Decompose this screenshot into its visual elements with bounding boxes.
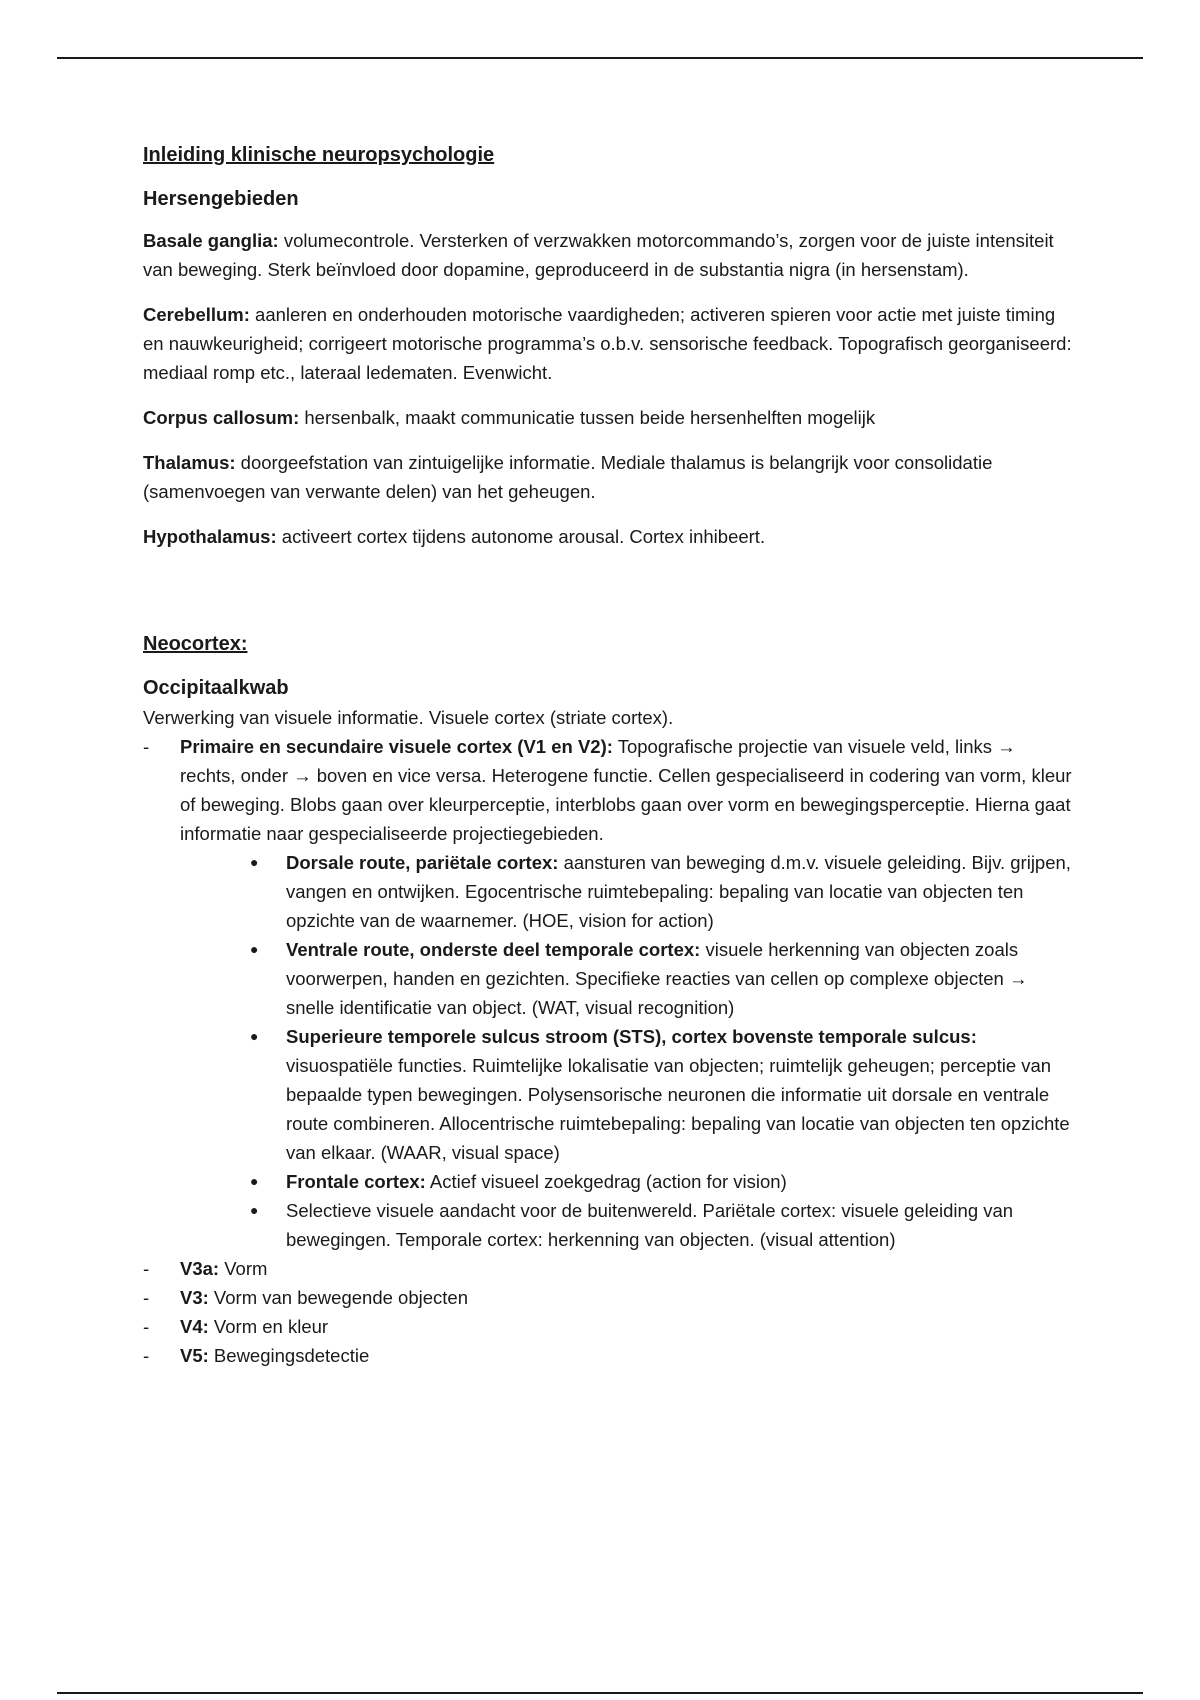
term: Frontale cortex:	[286, 1171, 426, 1192]
dash-marker: -	[143, 1287, 150, 1308]
definition: Actief visueel zoekgedrag (action for vision)	[425, 1171, 787, 1192]
bullet-marker: ●	[250, 941, 259, 957]
definition: Vorm	[219, 1258, 268, 1279]
definition: Selectieve visuele aandacht voor de buitenwereld. Pariëtale cortex: visuele geleiding van bewegingen. Temporale cortex: herkenning van objecten. (visual attention)	[286, 1200, 1014, 1250]
term: V3a:	[180, 1258, 220, 1279]
bullet-marker: ●	[250, 1028, 259, 1044]
list-item-v5	[143, 1341, 1073, 1370]
paragraph-hypothalamus	[143, 522, 1073, 551]
paragraph-basale-ganglia	[143, 226, 1073, 284]
section-heading-hersengebieden: Hersengebieden	[143, 188, 299, 210]
term: V3:	[180, 1287, 209, 1308]
definition: Topografische projectie van visuele veld, links → rechts, onder → boven en vice versa. Heterogene functie. Cellen gespecialiseerd in codering van vorm, kleur of beweging. Blobs gaan over kleurperceptie, interblobs gaan over vorm en bewegingsperceptie. Hierna gaat informatie naar gespecialiseerde projectiegebieden.	[180, 736, 1072, 844]
header-rule	[57, 57, 1143, 59]
bullet-item-frontale-cortex	[250, 1167, 1073, 1196]
list-item-v4	[143, 1312, 1073, 1341]
intro-text: Verwerking van visuele informatie. Visuele cortex (striate cortex).	[143, 707, 674, 728]
bullet-marker: ●	[250, 1202, 259, 1218]
definition: Vorm en kleur	[208, 1316, 329, 1337]
definition: Bewegingsdetectie	[208, 1345, 370, 1366]
paragraph-corpus-callosum	[143, 403, 1073, 432]
definition: hersenbalk, maakt communicatie tussen beide hersenhelften mogelijk	[299, 407, 876, 428]
bullet-item-selectieve-aandacht	[250, 1196, 1073, 1254]
definition: activeert cortex tijdens autonome arousal. Cortex inhibeert.	[276, 526, 766, 547]
document-title: Inleiding klinische neuropsychologie	[143, 144, 495, 166]
definition: visuele herkenning van objecten zoals voorwerpen, handen en gezichten. Specifieke reacties van cellen op complexe objecten → snelle identificatie van object. (WAT, visual recognition)	[286, 939, 1028, 1018]
term: Ventrale route, onderste deel temporale cortex:	[286, 939, 701, 960]
dash-list	[143, 732, 1073, 1370]
term: Cerebellum:	[143, 304, 250, 325]
definition: aansturen van beweging d.m.v. visuele geleiding. Bijv. grijpen, vangen en ontwijken. Egocentrische ruimtebepaling: bepaling van locatie van objecten ten opzichte van de waarnemer. (HOE, vision for action)	[286, 852, 1071, 931]
term: Primaire en secundaire visuele cortex (V1 en V2):	[180, 736, 613, 757]
term: V4:	[180, 1316, 209, 1337]
dash-marker: -	[143, 1345, 150, 1366]
bullet-item-dorsale-route	[250, 848, 1073, 935]
list-item-v3a	[143, 1254, 1073, 1283]
term: Corpus callosum:	[143, 407, 300, 428]
definition: aanleren en onderhouden motorische vaardigheden; activeren spieren voor actie met juiste timing en nauwkeurigheid; corrigeert motorische programma’s o.b.v. sensorische feedback. Topografisch georganiseerd: mediaal romp etc., lateraal ledematen. Evenwicht.	[143, 304, 1072, 383]
term: Hypothalamus:	[143, 526, 277, 547]
dash-marker: -	[143, 1258, 150, 1279]
definition: visuospatiële functies. Ruimtelijke lokalisatie van objecten; ruimtelijk geheugen; perceptie van bepaalde typen bewegingen. Polysensorische neuronen die informatie uit dorsale en ventrale route combineren. Allocentrische ruimtebepaling: bepaling van locatie van objecten ten opzichte van elkaar. (WAAR, visual space)	[286, 1055, 1070, 1163]
subheading-occipitaalkwab: Occipitaalkwab	[143, 677, 289, 699]
document-page	[143, 140, 1073, 1370]
dash-marker: -	[143, 736, 150, 757]
term: Basale ganglia:	[143, 230, 279, 251]
definition: Vorm van bewegende objecten	[208, 1287, 468, 1308]
section-heading-neocortex: Neocortex:	[143, 633, 248, 655]
term: Superieure temporele sulcus stroom (STS), cortex bovenste temporale sulcus:	[286, 1026, 977, 1047]
term: Dorsale route, pariëtale cortex:	[286, 852, 559, 873]
section-spacer	[143, 567, 1073, 629]
bullet-marker: ●	[250, 854, 259, 870]
bullet-item-ventrale-route	[250, 935, 1073, 1022]
list-item-v3	[143, 1283, 1073, 1312]
term: Thalamus:	[143, 452, 236, 473]
dash-marker: -	[143, 1316, 150, 1337]
list-item-v1-v2	[143, 732, 1073, 1254]
definition: volumecontrole. Versterken of verzwakken motorcommando’s, zorgen voor de juiste intensiteit van beweging. Sterk beïnvloed door dopamine, geproduceerd in de substantia nigra (in hersenstam).	[143, 230, 1054, 280]
paragraph-thalamus	[143, 448, 1073, 506]
footer-rule	[57, 1692, 1143, 1694]
term: V5:	[180, 1345, 209, 1366]
definition: doorgeefstation van zintuigelijke informatie. Mediale thalamus is belangrijk voor consolidatie (samenvoegen van verwante delen) van het geheugen.	[143, 452, 993, 502]
bullet-item-sts	[250, 1022, 1073, 1167]
paragraph-cerebellum	[143, 300, 1073, 387]
bullet-list	[180, 848, 1073, 1254]
bullet-marker: ●	[250, 1173, 259, 1189]
